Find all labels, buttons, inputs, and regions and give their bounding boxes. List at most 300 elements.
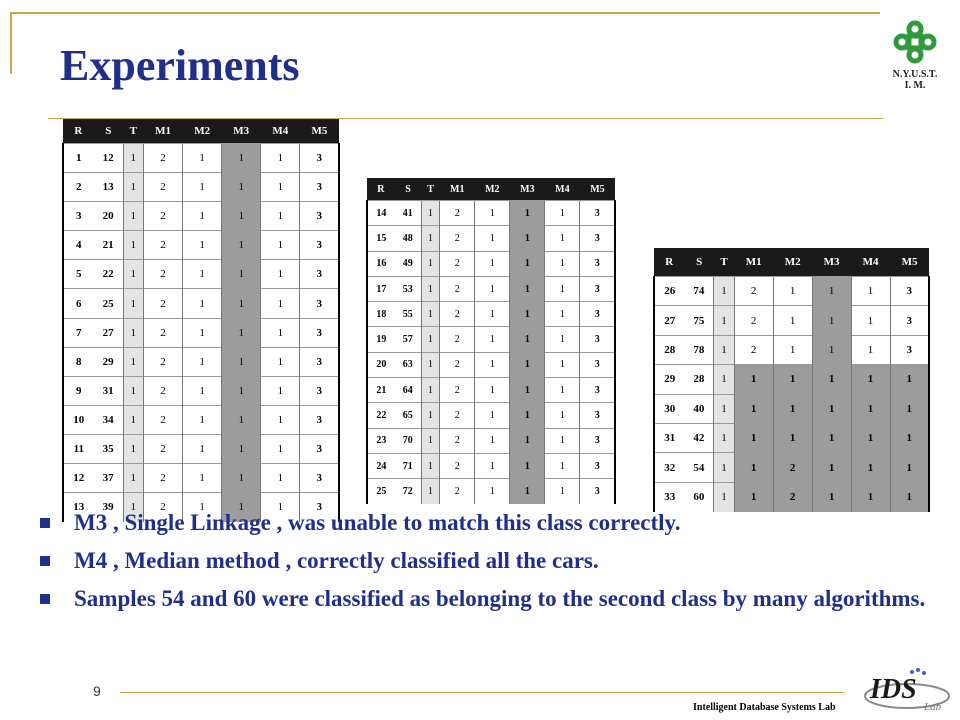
table-cell: 1: [261, 289, 300, 318]
table-row: [367, 352, 615, 377]
table-cell: 3: [300, 231, 339, 260]
table-cell: 22: [367, 403, 395, 428]
table-row: [367, 302, 615, 327]
table-cell: 1: [510, 226, 545, 251]
table-cell: 28: [654, 335, 684, 364]
results-table-2: [366, 178, 616, 504]
table-cell: 1: [261, 405, 300, 434]
table-cell: 1: [222, 376, 261, 405]
logo-line-2: I. M.: [904, 80, 926, 91]
table-cell: 1: [63, 144, 94, 173]
table-cell: 1: [421, 352, 439, 377]
table-row: [63, 289, 339, 318]
table-cell: 1: [773, 306, 812, 335]
top-frame-line: [10, 12, 880, 14]
table-cell: 75: [684, 306, 713, 335]
table-cell: 4: [63, 231, 94, 260]
table-cell: 2: [734, 335, 773, 364]
table-cell: 1: [812, 365, 851, 394]
table-cell: 54: [684, 453, 713, 482]
table-cell: 70: [395, 428, 422, 453]
table-cell: 2: [144, 376, 183, 405]
table-cell: 1: [421, 479, 439, 504]
table-cell: 3: [580, 226, 615, 251]
table-cell: 28: [684, 365, 713, 394]
table-cell: 1: [222, 289, 261, 318]
table-cell: 1: [421, 403, 439, 428]
table-cell: 1: [510, 276, 545, 301]
table-cell: 60: [684, 482, 713, 511]
table-cell: 3: [300, 260, 339, 289]
table-cell: 1: [183, 405, 222, 434]
table-cell: 1: [123, 464, 143, 493]
table-cell: 2: [440, 428, 475, 453]
table-cell: 3: [580, 403, 615, 428]
table-cell: 2: [440, 302, 475, 327]
table-cell: 3: [300, 173, 339, 202]
column-header: T: [123, 119, 143, 144]
svg-text:Lab: Lab: [924, 701, 942, 713]
table-cell: 2: [440, 479, 475, 504]
table-cell: 2: [440, 352, 475, 377]
table-cell: 2: [440, 453, 475, 478]
column-header: M4: [851, 248, 890, 277]
bullet-text: M4 , Median method , correctly classified all the cars.: [74, 548, 599, 573]
table-cell: 1: [714, 277, 734, 306]
table-cell: 1: [545, 201, 580, 226]
bullet-item: [40, 548, 940, 574]
table-cell: 1: [222, 434, 261, 463]
table-cell: 1: [222, 464, 261, 493]
table-cell: 1: [475, 403, 510, 428]
table-cell: 3: [300, 464, 339, 493]
table-cell: 1: [812, 423, 851, 452]
table-cell: 1: [773, 423, 812, 452]
column-header: M4: [545, 178, 580, 201]
table-row: [367, 226, 615, 251]
table-cell: 2: [734, 277, 773, 306]
table-cell: 2: [144, 464, 183, 493]
table-cell: 25: [367, 479, 395, 504]
table-cell: 71: [395, 453, 422, 478]
table-cell: 2: [144, 493, 183, 522]
table-cell: 1: [851, 306, 890, 335]
table-cell: 2: [734, 306, 773, 335]
table-cell: 3: [890, 306, 929, 335]
column-header: M1: [440, 178, 475, 201]
table-row: [63, 173, 339, 202]
table-cell: 1: [510, 201, 545, 226]
table-cell: 1: [261, 260, 300, 289]
table-cell: 39: [94, 493, 124, 522]
table-cell: 32: [654, 453, 684, 482]
table-row: [654, 482, 929, 511]
table-cell: 1: [123, 144, 143, 173]
table-cell: 1: [123, 493, 143, 522]
table-cell: 1: [734, 365, 773, 394]
table-row: [63, 260, 339, 289]
table-cell: 1: [890, 453, 929, 482]
table-cell: 1: [421, 302, 439, 327]
table-cell: 1: [475, 352, 510, 377]
table-cell: 3: [580, 428, 615, 453]
table-cell: 31: [654, 423, 684, 452]
table-cell: 1: [183, 376, 222, 405]
table-cell: 1: [851, 453, 890, 482]
table-row: [654, 306, 929, 335]
table-cell: 72: [395, 479, 422, 504]
footer-lab-name: Intelligent Database Systems Lab: [693, 702, 836, 713]
table-cell: 3: [63, 202, 94, 231]
table-cell: 1: [261, 493, 300, 522]
table-row: [367, 403, 615, 428]
table-cell: 1: [183, 318, 222, 347]
table-cell: 3: [300, 318, 339, 347]
table-cell: 3: [890, 335, 929, 364]
table-cell: 3: [300, 289, 339, 318]
table-row: [63, 347, 339, 376]
table-cell: 2: [144, 318, 183, 347]
table-cell: 31: [94, 376, 124, 405]
table-cell: 35: [94, 434, 124, 463]
table-cell: 3: [300, 493, 339, 522]
table-cell: 7: [63, 318, 94, 347]
table-cell: 1: [475, 226, 510, 251]
table-cell: 1: [510, 428, 545, 453]
table-cell: 1: [714, 423, 734, 452]
table-cell: 1: [421, 276, 439, 301]
bullet-text: Samples 54 and 60 were classified as belonging to the second class by many algorithms.: [74, 586, 926, 611]
table-cell: 2: [144, 405, 183, 434]
table-row: [367, 251, 615, 276]
table-cell: 63: [395, 352, 422, 377]
table-cell: 1: [890, 423, 929, 452]
table-cell: 2: [63, 173, 94, 202]
table-cell: 1: [421, 251, 439, 276]
table-cell: 2: [144, 289, 183, 318]
table-cell: 1: [812, 482, 851, 511]
table-cell: 1: [812, 335, 851, 364]
table-row: [63, 434, 339, 463]
table-cell: 1: [222, 318, 261, 347]
table-cell: 3: [580, 352, 615, 377]
table-cell: 2: [773, 482, 812, 511]
table-cell: 2: [440, 226, 475, 251]
table-cell: 2: [144, 231, 183, 260]
table-cell: 42: [684, 423, 713, 452]
column-header: M2: [475, 178, 510, 201]
table-cell: 1: [773, 394, 812, 423]
table-cell: 34: [94, 405, 124, 434]
table-cell: 1: [261, 144, 300, 173]
table-cell: 1: [851, 482, 890, 511]
table-cell: 1: [773, 277, 812, 306]
column-header: S: [395, 178, 422, 201]
table-cell: 8: [63, 347, 94, 376]
table-cell: 1: [123, 173, 143, 202]
table-cell: 1: [890, 394, 929, 423]
table-cell: 1: [123, 405, 143, 434]
table-cell: 1: [851, 335, 890, 364]
table-cell: 1: [222, 173, 261, 202]
table-cell: 1: [545, 378, 580, 403]
square-bullet-icon: [40, 556, 50, 566]
table-cell: 21: [94, 231, 124, 260]
table-cell: 2: [440, 276, 475, 301]
table-cell: 1: [222, 202, 261, 231]
table-cell: 3: [580, 453, 615, 478]
table-cell: 13: [94, 173, 124, 202]
table-row: [367, 378, 615, 403]
column-header: M5: [580, 178, 615, 201]
table-cell: 1: [261, 202, 300, 231]
table-cell: 25: [94, 289, 124, 318]
table-cell: 2: [144, 260, 183, 289]
table-cell: 1: [545, 276, 580, 301]
table-cell: 1: [123, 434, 143, 463]
table-cell: 5: [63, 260, 94, 289]
table-row: [63, 464, 339, 493]
table-cell: 1: [510, 378, 545, 403]
table-cell: 1: [890, 482, 929, 511]
table-cell: 1: [545, 453, 580, 478]
table-cell: 55: [395, 302, 422, 327]
table-cell: 3: [300, 347, 339, 376]
table-cell: 1: [545, 428, 580, 453]
table-cell: 1: [183, 347, 222, 376]
table-cell: 1: [734, 453, 773, 482]
table-cell: 1: [183, 493, 222, 522]
svg-text:IDS: IDS: [870, 674, 917, 705]
table-cell: 3: [580, 479, 615, 504]
table-cell: 1: [421, 327, 439, 352]
column-header: M1: [734, 248, 773, 277]
table-cell: 49: [395, 251, 422, 276]
column-header: R: [63, 119, 94, 144]
table-cell: 1: [510, 453, 545, 478]
table-cell: 2: [440, 201, 475, 226]
table-cell: 1: [714, 306, 734, 335]
table-cell: 1: [475, 453, 510, 478]
table-cell: 3: [300, 376, 339, 405]
table-cell: 1: [475, 428, 510, 453]
table-cell: 1: [183, 434, 222, 463]
table-cell: 1: [851, 277, 890, 306]
table-cell: 1: [812, 306, 851, 335]
table-row: [654, 335, 929, 364]
table-cell: 18: [367, 302, 395, 327]
table-header-row: [367, 178, 615, 201]
table-cell: 41: [395, 201, 422, 226]
table-cell: 2: [440, 251, 475, 276]
university-logo: [888, 20, 942, 91]
table-cell: 16: [367, 251, 395, 276]
table-cell: 1: [475, 327, 510, 352]
table-cell: 3: [890, 277, 929, 306]
table-cell: 1: [851, 365, 890, 394]
table-cell: 1: [545, 479, 580, 504]
table-cell: 1: [183, 260, 222, 289]
table-cell: 3: [580, 201, 615, 226]
table-cell: 1: [812, 453, 851, 482]
table-cell: 26: [654, 277, 684, 306]
table-header-row: [654, 248, 929, 277]
table-cell: 10: [63, 405, 94, 434]
table-cell: 1: [261, 318, 300, 347]
table-cell: 20: [94, 202, 124, 231]
table-cell: 1: [123, 231, 143, 260]
column-header: T: [421, 178, 439, 201]
column-header: M3: [812, 248, 851, 277]
table-cell: 37: [94, 464, 124, 493]
table-cell: 1: [475, 201, 510, 226]
table-row: [367, 479, 615, 504]
table-row: [654, 394, 929, 423]
table-cell: 1: [183, 144, 222, 173]
bullet-item: [40, 586, 940, 612]
table-cell: 19: [367, 327, 395, 352]
table-cell: 3: [580, 327, 615, 352]
table-cell: 1: [714, 482, 734, 511]
results-table-1: [62, 119, 340, 522]
table-row: [63, 202, 339, 231]
table-cell: 1: [421, 428, 439, 453]
table-cell: 1: [510, 302, 545, 327]
table-header-row: [63, 119, 339, 144]
table-cell: 14: [367, 201, 395, 226]
table-cell: 2: [440, 403, 475, 428]
bullet-text: M3 , Single Linkage , was unable to match this class correctly.: [74, 510, 681, 535]
table-cell: 1: [812, 394, 851, 423]
table-row: [63, 405, 339, 434]
table-row: [654, 277, 929, 306]
table-cell: 1: [734, 394, 773, 423]
table-cell: 12: [63, 464, 94, 493]
table-cell: 48: [395, 226, 422, 251]
table-cell: 1: [421, 201, 439, 226]
column-header: M5: [300, 119, 339, 144]
table-row: [654, 423, 929, 452]
table-cell: 27: [94, 318, 124, 347]
column-header: S: [684, 248, 713, 277]
footer-line: [120, 692, 845, 693]
table-cell: 1: [851, 423, 890, 452]
table-cell: 1: [222, 231, 261, 260]
table-cell: 30: [654, 394, 684, 423]
table-cell: 1: [545, 327, 580, 352]
table-cell: 1: [510, 479, 545, 504]
table-row: [63, 231, 339, 260]
table-cell: 23: [367, 428, 395, 453]
table-cell: 1: [890, 365, 929, 394]
column-header: R: [654, 248, 684, 277]
table-cell: 1: [545, 403, 580, 428]
table-cell: 1: [261, 231, 300, 260]
table-cell: 64: [395, 378, 422, 403]
table-cell: 3: [300, 405, 339, 434]
column-header: M2: [773, 248, 812, 277]
table-cell: 29: [654, 365, 684, 394]
table-cell: 2: [144, 173, 183, 202]
table-cell: 74: [684, 277, 713, 306]
table-cell: 2: [144, 347, 183, 376]
table-cell: 1: [261, 464, 300, 493]
table-cell: 2: [144, 144, 183, 173]
table-cell: 1: [261, 376, 300, 405]
table-cell: 1: [851, 394, 890, 423]
column-header: M1: [144, 119, 183, 144]
table-cell: 3: [580, 251, 615, 276]
table-cell: 78: [684, 335, 713, 364]
table-cell: 1: [545, 226, 580, 251]
column-header: T: [714, 248, 734, 277]
table-row: [367, 201, 615, 226]
table-cell: 17: [367, 276, 395, 301]
table-cell: 1: [261, 347, 300, 376]
table-cell: 1: [714, 365, 734, 394]
table-cell: 1: [261, 173, 300, 202]
table-cell: 15: [367, 226, 395, 251]
table-cell: 1: [421, 378, 439, 403]
table-cell: 1: [222, 405, 261, 434]
column-header: M2: [183, 119, 222, 144]
table-cell: 11: [63, 434, 94, 463]
table-cell: 1: [421, 453, 439, 478]
table-row: [367, 453, 615, 478]
table-cell: 40: [684, 394, 713, 423]
table-row: [654, 453, 929, 482]
table-cell: 3: [580, 302, 615, 327]
table-cell: 1: [222, 347, 261, 376]
square-bullet-icon: [40, 518, 50, 528]
table-cell: 3: [300, 434, 339, 463]
table-cell: 1: [773, 335, 812, 364]
table-cell: 1: [123, 318, 143, 347]
table-cell: 1: [714, 453, 734, 482]
table-cell: 3: [580, 378, 615, 403]
table-cell: 2: [440, 378, 475, 403]
table-cell: 1: [123, 289, 143, 318]
top-left-frame-vertical: [10, 12, 12, 74]
table-cell: 1: [773, 365, 812, 394]
table-cell: 1: [222, 144, 261, 173]
table-cell: 57: [395, 327, 422, 352]
table-cell: 13: [63, 493, 94, 522]
table-cell: 1: [421, 226, 439, 251]
column-header: M5: [890, 248, 929, 277]
table-cell: 3: [580, 276, 615, 301]
table-cell: 1: [183, 173, 222, 202]
table-cell: 6: [63, 289, 94, 318]
bullet-item: [40, 510, 940, 536]
table-cell: 1: [714, 394, 734, 423]
table-cell: 3: [300, 144, 339, 173]
table-cell: 1: [510, 327, 545, 352]
clover-logo-icon: [893, 20, 937, 64]
table-cell: 29: [94, 347, 124, 376]
table-cell: 1: [714, 335, 734, 364]
table-cell: 1: [222, 493, 261, 522]
table-cell: 2: [144, 434, 183, 463]
slide-title: Experiments: [60, 41, 300, 90]
column-header: M4: [261, 119, 300, 144]
table-cell: 22: [94, 260, 124, 289]
table-cell: 53: [395, 276, 422, 301]
table-cell: 1: [510, 352, 545, 377]
table-cell: 20: [367, 352, 395, 377]
table-cell: 24: [367, 453, 395, 478]
table-row: [367, 276, 615, 301]
